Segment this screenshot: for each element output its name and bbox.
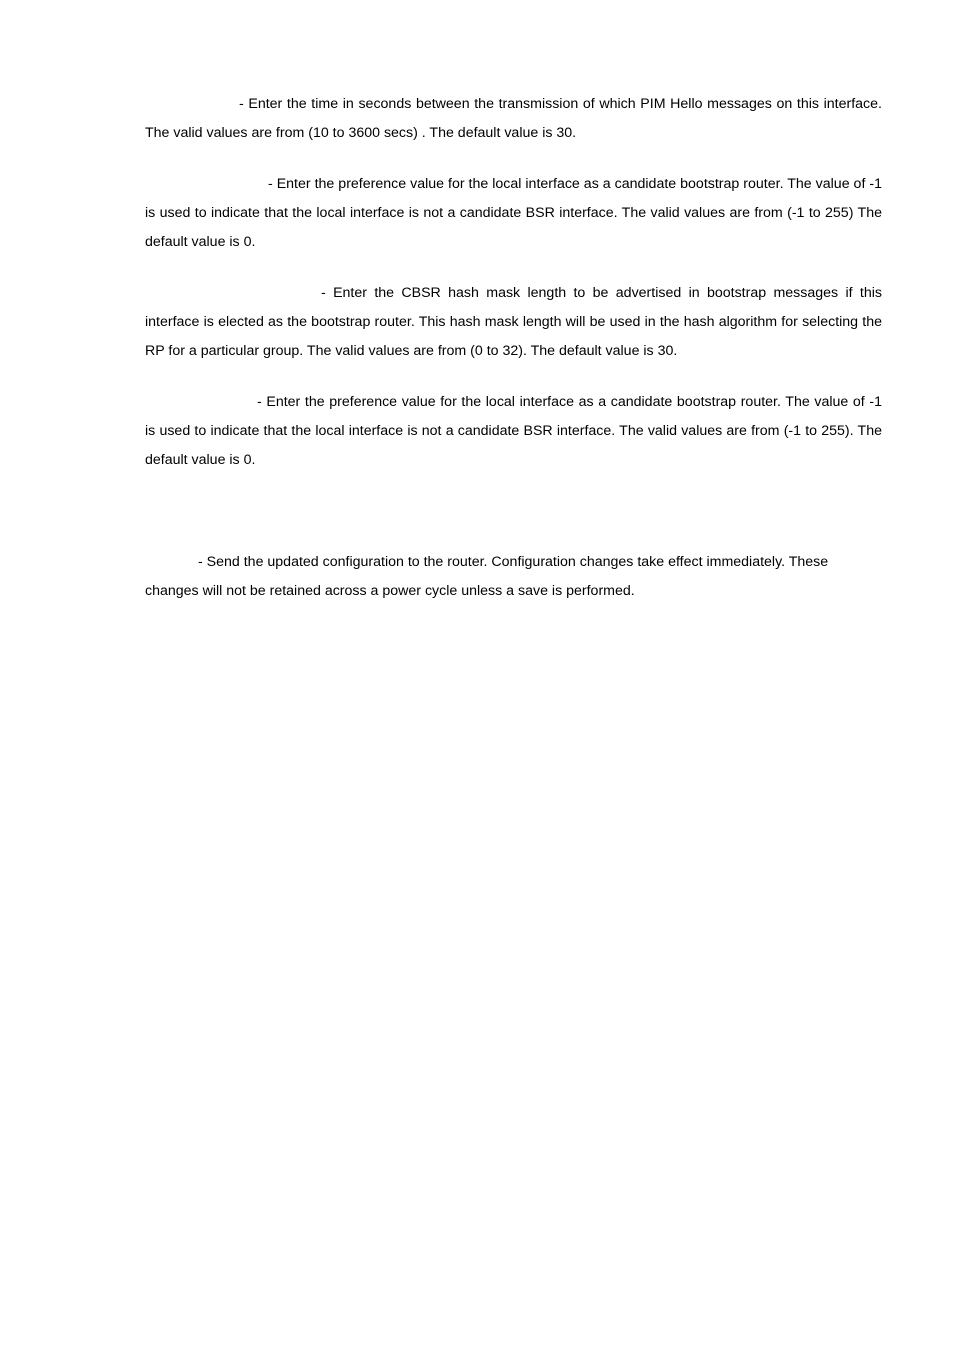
hello-interval-description xyxy=(145,90,882,148)
submit-button-description xyxy=(145,548,882,606)
bsr-hash-mask-length-text: - Enter the CBSR hash mask length to be advertised in bootstrap messages if this interface is elected as the bootstrap router. This hash mask length will be used in the hash algorithm for selecting the RP for a particular group. The valid values are from (0 to 32). The default value is 30. xyxy=(145,285,882,359)
bsr-hash-mask-length-description xyxy=(145,279,882,366)
hello-interval-text: - Enter the time in seconds between the transmission of which PIM Hello messages on this interface. The valid values are from (10 to 3600 secs) . The default value is 30. xyxy=(145,96,882,141)
cbsr-preference-text: - Enter the preference value for the local interface as a candidate bootstrap router. The value of -1 is used to indicate that the local interface is not a candidate BSR interface. The valid values are from (-1 to 255). The default value is 0. xyxy=(145,394,882,468)
bsr-preference-text: - Enter the preference value for the local interface as a candidate bootstrap router. The value of -1 is used to indicate that the local interface is not a candidate BSR interface. The valid values are from (-1 to 255) The default value is 0. xyxy=(145,176,882,250)
submit-button-text: - Send the updated configuration to the router. Configuration changes take effect immediately. These changes will not be retained across a power cycle unless a save is performed. xyxy=(145,554,829,599)
bsr-preference-description xyxy=(145,170,882,257)
cbsr-preference-description xyxy=(145,388,882,475)
